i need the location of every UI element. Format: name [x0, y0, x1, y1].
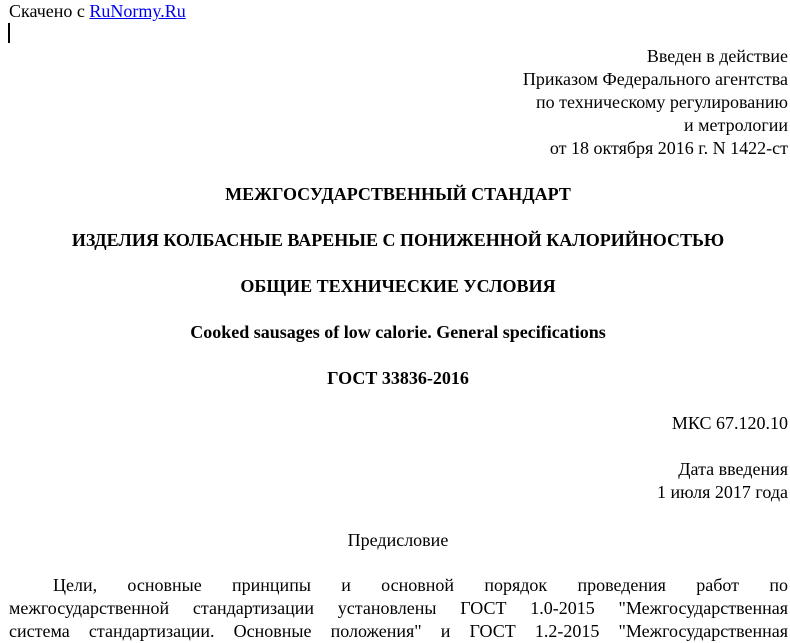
- english-title: Cooked sausages of low calorie. General specifications: [190, 322, 606, 342]
- foreword-heading: Предисловие: [347, 530, 449, 550]
- download-source-prefix: Скачено с: [9, 1, 85, 21]
- introduction-date-value: 1 июля 2017 года: [657, 482, 788, 502]
- foreword-paragraph-line-2: межгосударственной стандартизации установлены ГОСТ 1.0-2015 "Межгосударственная: [9, 598, 788, 618]
- introduction-date-block: [88, 458, 788, 504]
- approval-line-3: по техническому регулированию: [535, 92, 788, 112]
- product-title: ИЗДЕЛИЯ КОЛБАСНЫЕ ВАРЕНЫЕ С ПОНИЖЕННОЙ КАЛОРИЙНОСТЬЮ: [71, 230, 725, 250]
- approval-line-1: Введен в действие: [646, 46, 788, 66]
- foreword-paragraph-line-1: Цели, основные принципы и основной порядок проведения работ по: [53, 575, 788, 595]
- standard-type-heading: МЕЖГОСУДАРСТВЕННЫЙ СТАНДАРТ: [225, 184, 571, 204]
- approval-block: [88, 45, 788, 160]
- gost-number: ГОСТ 33836-2016: [327, 368, 469, 388]
- text-cursor: [8, 23, 10, 43]
- source-link[interactable]: RuNormy.Ru: [89, 1, 186, 21]
- foreword-paragraph-line-3: система стандартизации. Основные положения" и ГОСТ 1.2-2015 "Межгосударственная: [9, 621, 788, 641]
- approval-line-4: и метрологии: [684, 115, 788, 135]
- introduction-date-label: Дата введения: [678, 459, 788, 479]
- approval-line-2: Приказом Федерального агентства: [522, 69, 788, 89]
- mks-code: [88, 412, 788, 435]
- approval-line-5: от 18 октября 2016 г. N 1422-ст: [549, 138, 788, 158]
- mks-code-text: МКС 67.120.10: [671, 413, 788, 433]
- conditions-title: ОБЩИЕ ТЕХНИЧЕСКИЕ УСЛОВИЯ: [240, 276, 556, 296]
- download-source-line: [9, 0, 186, 22]
